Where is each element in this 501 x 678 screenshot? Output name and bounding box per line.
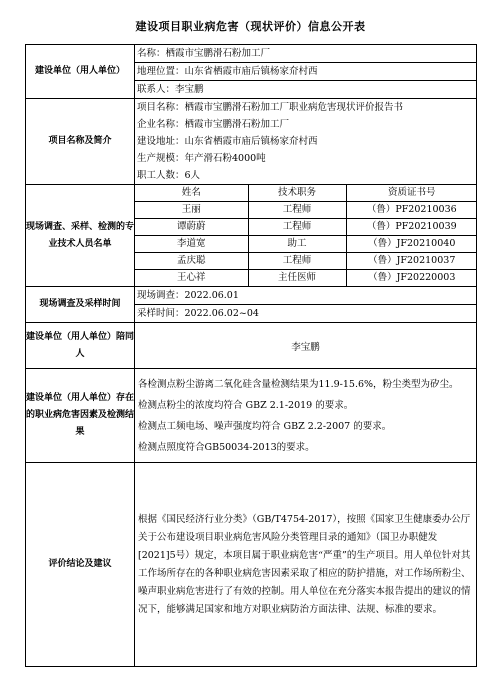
staff-header-cert: 资质证书号 xyxy=(346,185,477,202)
conclusion-content xyxy=(135,463,477,667)
info-table xyxy=(25,44,477,667)
staff-header-name: 姓名 xyxy=(135,185,248,202)
staff-table xyxy=(135,185,477,286)
page-title: 建设项目职业病危害（现状评价）信息公开表 xyxy=(135,20,366,33)
results-label: 建设单位（用人单位）存在的职业病危害因素及检测结果 xyxy=(26,369,135,463)
staff-name: 王心祥 xyxy=(176,272,206,283)
staff-cert: （鲁）PF20210039 xyxy=(346,219,477,236)
staff-row-item xyxy=(135,270,477,287)
time-content xyxy=(135,287,477,323)
staff-header-row xyxy=(135,185,477,202)
staff-cert: （鲁）PF20210036 xyxy=(346,202,477,219)
staff-header-title: 技术职务 xyxy=(248,185,346,202)
staff-title: 助工 xyxy=(248,236,346,253)
result-line: 检测点粉尘的浓度均符合 GBZ 2.1-2019 的要求。 xyxy=(138,399,354,411)
project-label: 项目名称及简介 xyxy=(26,99,135,185)
staff-row-item xyxy=(135,253,477,270)
escort-row xyxy=(26,323,477,369)
staff-title: 主任医师 xyxy=(248,270,346,287)
staff-cert: （鲁）JF20220003 xyxy=(346,270,477,287)
staff-content xyxy=(135,185,477,287)
result-line: 检测点工频电场、噪声强度均符合 GBZ 2.2-2007 的要求。 xyxy=(138,420,392,432)
staff-row xyxy=(26,185,477,287)
project-line: 生产规模：年产滑石粉4000吨 xyxy=(137,153,266,164)
unit-content xyxy=(135,45,477,99)
staff-name: 王丽 xyxy=(135,202,248,219)
staff-title: 工程师 xyxy=(248,202,346,219)
unit-contact: 联系人：李宝鹏 xyxy=(135,80,476,98)
staff-title: 工程师 xyxy=(248,253,346,270)
project-line: 企业名称：栖霞市宝鹏滑石粉加工厂 xyxy=(137,119,290,130)
project-line: 职工人数：6人 xyxy=(137,170,201,181)
staff-row-item xyxy=(135,202,477,219)
staff-name: 谭蔚蔚 xyxy=(135,219,248,236)
project-line: 建设地址：山东省栖霞市庙后镇杨家夼村西 xyxy=(137,136,318,147)
conclusion-text: 根据《国民经济行业分类》（GB/T4754-2017），按照《国家卫生健康委办公厅关于公布建设项目职业病危害风险分类管理目录的通知》（国卫办职健发[2021]5号）规定，本项目属于职业病危害“严重”的生产项目。用人单位针对其工作场所存在的各种职业病危害因素采取了相应的防护措施，对工作场所粉尘、噪声职业病危害进行了有效的控制。用人单位在充分落实本报告提出的建议的情况下，能够满足国家和地方对职业病防治方面法律、法规、标准的要求。 xyxy=(138,513,471,615)
conclusion-label: 评价结论及建议 xyxy=(26,463,135,667)
sampling-time: 采样时间：2022.06.02~04 xyxy=(135,304,476,322)
staff-name: 李道宽 xyxy=(135,236,248,253)
escort-label: 建设单位（用人单位）陪同人 xyxy=(26,323,135,369)
staff-name: 孟庆聪 xyxy=(135,253,248,270)
staff-label: 现场调查、采样、检测的专业技术人员名单 xyxy=(26,185,135,287)
unit-location: 地理位置：山东省栖霞市庙后镇杨家夼村西 xyxy=(135,62,476,80)
staff-title: 工程师 xyxy=(248,219,346,236)
project-line: 项目名称：栖霞市宝鹏滑石粉加工厂职业病危害现状评价报告书 xyxy=(137,102,404,113)
project-content xyxy=(135,99,477,185)
escort-value: 李宝鹏 xyxy=(135,323,477,369)
unit-name: 名称：栖霞市宝鹏滑石粉加工厂 xyxy=(137,48,271,59)
results-row xyxy=(26,369,477,463)
unit-label: 建设单位（用人单位） xyxy=(26,45,135,99)
result-line: 检测点照度符合GB50034-2013的要求。 xyxy=(138,441,315,453)
time-row xyxy=(26,287,477,323)
unit-row xyxy=(26,45,477,99)
staff-row-item xyxy=(135,236,477,253)
result-line: 各检测点粉尘游离二氧化硅含量检测结果为11.9-15.6%，粉尘类型为矽尘。 xyxy=(138,378,459,390)
staff-cert: （鲁）JF20210037 xyxy=(346,253,477,270)
project-row xyxy=(26,99,477,185)
survey-time: 现场调查：2022.06.01 xyxy=(137,290,239,301)
results-content xyxy=(135,369,477,463)
time-label: 现场调查及采样时间 xyxy=(26,287,135,323)
staff-row-item xyxy=(135,219,477,236)
conclusion-row xyxy=(26,463,477,667)
staff-cert: （鲁）JF20210040 xyxy=(346,236,477,253)
